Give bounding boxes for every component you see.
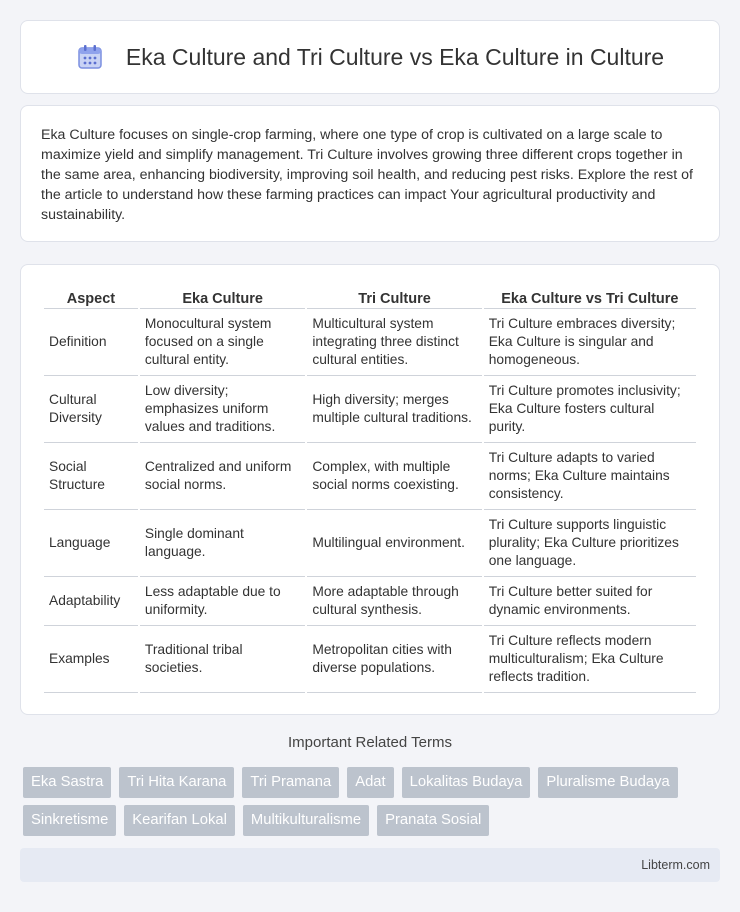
table-row <box>44 626 696 693</box>
intro-text: Eka Culture focuses on single-crop farming, where one type of crop is cultivated on a large scale to maximize yield and simplify management. Tri Culture involves growing three different crops together in the same area, enhancing biodiversity, improving soil health, and reducing pest risks. Explore the rest of the article to understand how these farming practices can impact Your agricultural productivity and sustainability. <box>41 127 693 223</box>
table-row <box>44 309 696 376</box>
intro-card <box>20 105 720 242</box>
related-term-tag[interactable]: Adat <box>347 767 393 798</box>
table-cell: Definition <box>44 309 138 376</box>
related-term-tag[interactable]: Tri Pramana <box>242 767 339 798</box>
table-cell: Centralized and uniform social norms. <box>140 443 305 510</box>
table-cell: Adaptability <box>44 577 138 626</box>
related-term-tag[interactable]: Lokalitas Budaya <box>402 767 531 798</box>
table-cell: Multicultural system integrating three distinct cultural entities. <box>307 309 481 376</box>
table-row <box>44 577 696 626</box>
table-header-row <box>44 285 696 309</box>
related-term-tag[interactable]: Pluralisme Budaya <box>538 767 677 798</box>
table-cell: Examples <box>44 626 138 693</box>
comparison-table-card <box>20 264 720 715</box>
table-cell: Monocultural system focused on a single cultural entity. <box>140 309 305 376</box>
table-cell: Cultural Diversity <box>44 376 138 443</box>
calendar-icon <box>76 43 104 71</box>
table-row <box>44 376 696 443</box>
table-cell: Tri Culture reflects modern multiculturalism; Eka Culture reflects tradition. <box>484 626 696 693</box>
related-term-tag[interactable]: Sinkretisme <box>23 805 116 836</box>
header-eka-culture: Eka Culture <box>140 285 305 309</box>
table-cell: Tri Culture adapts to varied norms; Eka Culture maintains consistency. <box>484 443 696 510</box>
table-cell: Tri Culture better suited for dynamic environments. <box>484 577 696 626</box>
table-cell: Multilingual environment. <box>307 510 481 577</box>
table-cell: Low diversity; emphasizes uniform values and traditions. <box>140 376 305 443</box>
related-term-tag[interactable]: Eka Sastra <box>23 767 111 798</box>
table-cell: Language <box>44 510 138 577</box>
table-cell: Social Structure <box>44 443 138 510</box>
related-term-tag[interactable]: Tri Hita Karana <box>119 767 234 798</box>
table-cell: High diversity; merges multiple cultural traditions. <box>307 376 481 443</box>
table-cell: Traditional tribal societies. <box>140 626 305 693</box>
table-cell: Less adaptable due to uniformity. <box>140 577 305 626</box>
title-card <box>20 20 720 94</box>
related-terms-list <box>23 767 723 836</box>
related-term-tag[interactable]: Pranata Sosial <box>377 805 489 836</box>
header-aspect: Aspect <box>44 285 138 309</box>
table-row <box>44 443 696 510</box>
related-term-tag[interactable]: Multikulturalisme <box>243 805 369 836</box>
table-cell: Tri Culture supports linguistic plurality; Eka Culture prioritizes one language. <box>484 510 696 577</box>
related-term-tag[interactable]: Kearifan Lokal <box>124 805 235 836</box>
page-title: Eka Culture and Tri Culture vs Eka Culture in Culture <box>125 43 665 70</box>
header-comparison: Eka Culture vs Tri Culture <box>484 285 696 309</box>
table-cell: Complex, with multiple social norms coexisting. <box>307 443 481 510</box>
table-cell: Single dominant language. <box>140 510 305 577</box>
footer-brand-link[interactable]: Libterm.com <box>641 858 710 872</box>
table-row <box>44 510 696 577</box>
table-cell: Tri Culture promotes inclusivity; Eka Culture fosters cultural purity. <box>484 376 696 443</box>
table-cell: Metropolitan cities with diverse populations. <box>307 626 481 693</box>
related-terms-title: Important Related Terms <box>288 734 452 751</box>
comparison-table <box>42 285 698 693</box>
table-cell: Tri Culture embraces diversity; Eka Culture is singular and homogeneous. <box>484 309 696 376</box>
footer <box>20 848 720 882</box>
table-cell: More adaptable through cultural synthesis. <box>307 577 481 626</box>
header-tri-culture: Tri Culture <box>307 285 481 309</box>
